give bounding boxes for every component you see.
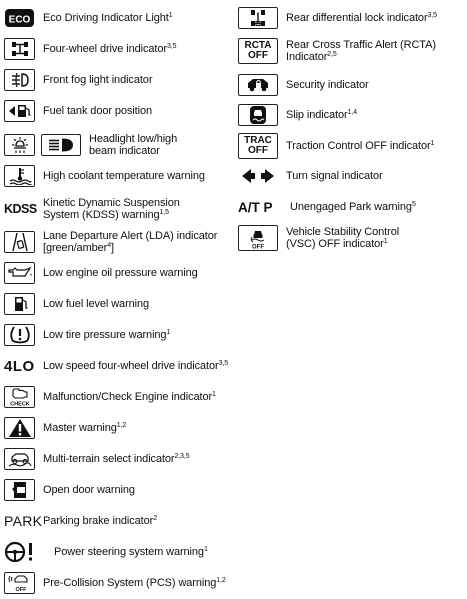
fuel-door-icon	[4, 100, 35, 122]
oil-pressure-icon	[4, 262, 35, 284]
four-wheel-drive-icon	[4, 38, 35, 60]
turn-signal-icon	[238, 165, 278, 187]
indicator-row-rear-diff-lock	[238, 5, 464, 31]
rcta-icon-text: RCTA	[244, 40, 272, 51]
check-engine-icon	[4, 386, 35, 408]
check-engine-text: CHECK	[9, 401, 30, 407]
trac-off-text: OFF	[248, 145, 268, 156]
indicator-row-fuel-level	[4, 291, 230, 317]
indicator-row-tire-pressure	[4, 322, 230, 348]
indicator-row-open-door	[4, 477, 230, 503]
indicator-label: High coolant temperature warning	[43, 170, 205, 182]
rcta-off-text: OFF	[248, 50, 268, 61]
power-steering-icon	[4, 541, 50, 563]
indicator-row-trac-off	[238, 131, 464, 161]
indicator-row-kdss	[4, 194, 230, 224]
pcs-off-text: OFF	[15, 587, 26, 593]
parking-brake-icon	[4, 510, 43, 532]
rcta-icon	[238, 38, 278, 64]
indicator-label: Unengaged Park warning$^5$	[290, 201, 416, 213]
indicator-label: Front fog light indicator	[43, 74, 153, 86]
eco-icon-text: ECO	[8, 14, 31, 26]
indicator-label: Lane Departure Alert (LDA) indicator [green/amber$^4$]	[43, 230, 218, 254]
indicator-row-coolant	[4, 163, 230, 189]
park-icon-text: PARK	[4, 513, 43, 529]
master-warning-icon	[4, 417, 35, 439]
indicator-row-eco	[4, 5, 230, 31]
indicator-label: Low tire pressure warning$^1$	[43, 329, 171, 341]
kdss-icon-text: KDSS	[4, 202, 37, 216]
indicator-row-fog-light	[4, 67, 230, 93]
indicator-label: Eco Driving Indicator Light$^1$	[43, 12, 173, 24]
indicator-label: Four-wheel drive indicator$^{3,5}$	[43, 43, 177, 55]
indicator-row-security	[238, 72, 464, 98]
indicator-row-slip	[238, 102, 464, 128]
indicator-row-4lo	[4, 353, 230, 379]
4lo-icon	[4, 355, 35, 377]
indicator-label: Rear Cross Traffic Alert (RCTA) Indicator$^{2,5}$	[286, 39, 436, 63]
indicator-label: Open door warning	[43, 484, 135, 496]
indicator-label: Low fuel level warning	[43, 298, 150, 310]
vsc-off-icon	[238, 225, 278, 251]
indicator-label: Multi-terrain select indicator$^{2,3,5}$	[43, 453, 190, 465]
open-door-icon	[4, 479, 35, 501]
indicator-label: Power steering system warning$^1$	[54, 546, 208, 558]
indicator-label: Headlight low/high beam indicator	[89, 133, 178, 157]
indicator-row-headlight	[4, 130, 230, 160]
sun-headlight-icon	[4, 134, 35, 156]
atp-icon-text: A/T P	[238, 199, 273, 215]
indicator-row-four-wheel-drive	[4, 36, 230, 62]
indicator-label: Traction Control OFF indicator$^1$	[286, 140, 435, 152]
indicator-row-turn-signal	[238, 163, 464, 189]
multi-terrain-icon	[4, 448, 35, 470]
indicator-label: Low engine oil pressure warning	[43, 267, 198, 279]
indicator-row-lane-departure	[4, 227, 230, 257]
indicator-label: Vehicle Stability Control (VSC) OFF indicator$^1$	[286, 226, 400, 250]
indicator-row-vsc-off	[238, 222, 464, 254]
indicator-row-check-engine	[4, 384, 230, 410]
eco-icon	[4, 7, 35, 29]
indicator-row-oil-pressure	[4, 260, 230, 286]
indicator-row-fuel-door	[4, 98, 230, 124]
indicator-label: Master warning$^{1,2}$	[43, 422, 127, 434]
4lo-icon-text: 4LO	[4, 357, 35, 375]
vsc-off-text: OFF	[252, 244, 264, 250]
indicator-label: Parking brake indicator$^2$	[43, 515, 158, 527]
indicator-row-rcta	[238, 36, 464, 66]
rear-diff-lock-icon	[238, 7, 278, 29]
coolant-temperature-icon	[4, 165, 35, 187]
indicator-label: Kinetic Dynamic Suspension System (KDSS) warning$^{1,5}$	[43, 197, 180, 221]
atp-icon	[238, 196, 288, 218]
fuel-level-icon	[4, 293, 35, 315]
indicator-row-parking-brake	[4, 508, 230, 534]
trac-off-icon	[238, 133, 278, 159]
indicator-row-pre-collision	[4, 570, 230, 596]
slip-icon	[238, 104, 278, 126]
fog-light-icon	[4, 69, 35, 91]
indicator-label: Malfunction/Check Engine indicator$^1$	[43, 391, 216, 403]
indicator-row-unengaged-park	[238, 194, 464, 220]
indicator-label: Fuel tank door position	[43, 105, 152, 117]
indicator-label: Rear differential lock indicator$^{3,5}$	[286, 12, 437, 24]
pre-collision-icon	[4, 572, 35, 594]
indicator-row-multi-terrain	[4, 446, 230, 472]
tire-pressure-icon	[4, 324, 35, 346]
trac-icon-text: TRAC	[244, 135, 272, 146]
lane-departure-icon	[4, 231, 35, 253]
indicator-label: Turn signal indicator	[286, 170, 383, 182]
indicator-label: Security indicator	[286, 79, 369, 91]
kdss-icon	[4, 198, 35, 220]
indicator-row-power-steering	[4, 539, 230, 565]
indicator-label: Low speed four-wheel drive indicator$^{3,5}$	[43, 360, 228, 372]
indicator-row-master-warning	[4, 415, 230, 441]
security-icon	[238, 74, 278, 96]
headlight-icon	[41, 134, 81, 156]
indicator-label: Pre-Collision System (PCS) warning$^{1,2}$	[43, 577, 226, 589]
indicator-label: Slip indicator$^{1,4}$	[286, 109, 358, 121]
